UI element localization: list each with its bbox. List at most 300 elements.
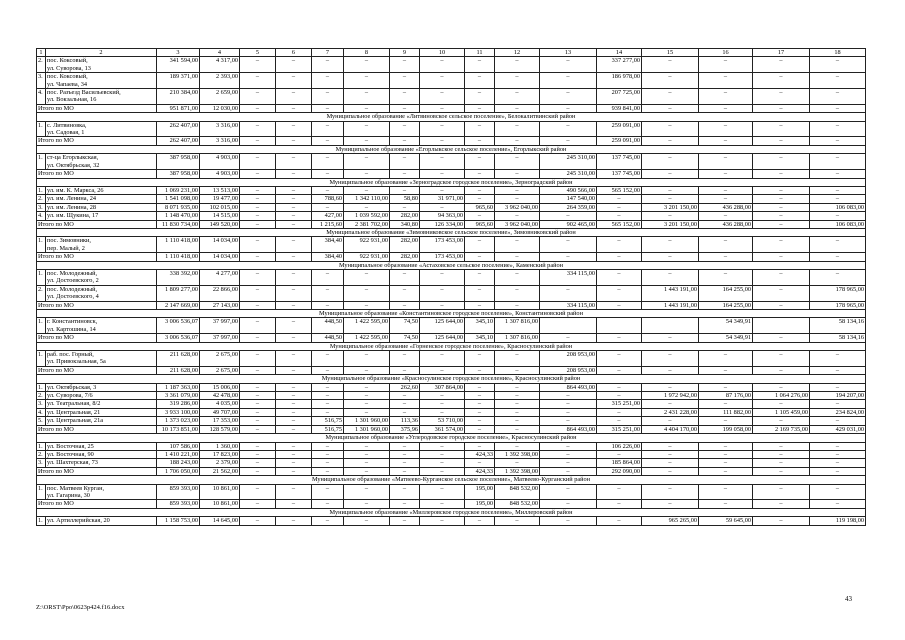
cell: – (276, 400, 312, 408)
cell: – (240, 459, 276, 467)
address-cell: пос. Молодежный, ул. Достоевского, 2 (46, 269, 157, 285)
cell: 1 039 592,00 (344, 212, 390, 220)
cell: – (240, 89, 276, 105)
cell: – (240, 301, 276, 309)
cell: – (642, 366, 699, 374)
cell: 106 083,00 (810, 203, 866, 211)
cell: – (699, 442, 753, 450)
cell: – (495, 104, 540, 112)
cell: 10 861,00 (200, 484, 240, 500)
cell: – (495, 212, 540, 220)
cell: 1 422 595,00 (344, 334, 390, 342)
cell: 2 169 735,00 (753, 425, 810, 433)
total-row (37, 170, 866, 178)
cell: – (276, 170, 312, 178)
cell: – (753, 366, 810, 374)
cell: – (390, 408, 420, 416)
cell: – (540, 121, 597, 137)
cell: – (495, 253, 540, 261)
cell: – (312, 137, 344, 145)
cell (540, 318, 597, 334)
cell: 173 453,00 (420, 237, 465, 253)
cell: – (276, 442, 312, 450)
cell: – (495, 73, 540, 89)
cell: – (699, 450, 753, 458)
header-cell: 8 (344, 49, 390, 57)
header-cell: 7 (312, 49, 344, 57)
cell: 516,75 (312, 417, 344, 425)
section-title-row (37, 310, 866, 318)
table-row (37, 186, 866, 194)
address-cell: пос. Молодежный, ул. Достоевского, 4 (46, 285, 157, 301)
cell: 922 931,00 (344, 237, 390, 253)
cell: – (753, 186, 810, 194)
cell: 147 540,00 (540, 195, 597, 203)
cell: – (276, 186, 312, 194)
cell: 490 566,00 (540, 186, 597, 194)
cell: – (344, 500, 390, 508)
table-row (37, 57, 866, 73)
row-number: 3. (37, 400, 46, 408)
cell: 19 477,00 (200, 195, 240, 203)
row-number: 1. (37, 351, 46, 367)
cell: – (390, 203, 420, 211)
cell: – (597, 517, 642, 525)
cell: – (495, 383, 540, 391)
cell: – (465, 351, 495, 367)
row-number: 4. (37, 89, 46, 105)
cell: – (699, 417, 753, 425)
cell: – (753, 154, 810, 170)
cell: 137 745,00 (597, 170, 642, 178)
cell: – (597, 285, 642, 301)
cell: 2 675,00 (200, 351, 240, 367)
cell: – (312, 170, 344, 178)
section-title-row (37, 178, 866, 186)
cell: – (495, 269, 540, 285)
address-cell: ул. Суворова, 7/6 (46, 392, 157, 400)
cell: 1 301 960,00 (344, 417, 390, 425)
cell: 31 971,00 (420, 195, 465, 203)
cell: – (344, 450, 390, 458)
cell: – (597, 351, 642, 367)
cell: – (495, 408, 540, 416)
total-label: Итого по МО (37, 467, 157, 475)
cell: 17 353,00 (200, 417, 240, 425)
address-cell: пос. Коксовый, ул. Чапаева, 34 (46, 73, 157, 89)
cell: 1 443 191,00 (642, 301, 699, 309)
cell: – (344, 366, 390, 374)
cell: – (465, 383, 495, 391)
cell: 1 541 098,00 (157, 195, 200, 203)
cell: – (420, 137, 465, 145)
table-row (37, 400, 866, 408)
cell: 185 864,00 (597, 459, 642, 467)
cell: – (642, 186, 699, 194)
cell: 565 152,00 (597, 220, 642, 228)
cell: – (753, 517, 810, 525)
cell: – (420, 301, 465, 309)
cell: – (420, 73, 465, 89)
cell: – (465, 417, 495, 425)
cell: – (344, 392, 390, 400)
cell: 14 034,00 (200, 253, 240, 261)
cell: – (390, 269, 420, 285)
cell: – (597, 301, 642, 309)
section-title: Муниципальное образование «Константиновское городское поселение», Константиновский район (37, 310, 866, 318)
cell: – (810, 467, 866, 475)
cell: – (390, 459, 420, 467)
address-cell: с. Литвиновка, ул. Садовая, 1 (46, 121, 157, 137)
cell: – (465, 253, 495, 261)
cell: – (240, 104, 276, 112)
cell: – (420, 57, 465, 73)
cell: – (276, 195, 312, 203)
cell: – (699, 73, 753, 89)
address-cell: ул. им. К. Маркса, 26 (46, 186, 157, 194)
section-title-row (37, 228, 866, 236)
cell: 15 006,00 (200, 383, 240, 391)
cell: 345,10 (465, 318, 495, 334)
table-row (37, 442, 866, 450)
cell: – (344, 89, 390, 105)
cell: 1 187 363,00 (157, 383, 200, 391)
cell: – (465, 212, 495, 220)
header-cell: 13 (540, 49, 597, 57)
cell: – (642, 57, 699, 73)
total-row (37, 301, 866, 309)
cell: – (240, 442, 276, 450)
cell: 3 316,00 (200, 121, 240, 137)
cell: 864 493,00 (540, 425, 597, 433)
cell: – (753, 137, 810, 145)
table-row (37, 89, 866, 105)
cell: 1 706 050,00 (157, 467, 200, 475)
cell: – (276, 318, 312, 334)
cell: – (240, 195, 276, 203)
cell: – (276, 121, 312, 137)
cell: 2 393,00 (200, 73, 240, 89)
row-number: 1. (37, 442, 46, 450)
cell: – (642, 121, 699, 137)
section-title-row (37, 476, 866, 484)
cell: 58,80 (390, 195, 420, 203)
address-cell: ул. Октябрьская, 3 (46, 383, 157, 391)
address-cell: ст-ца Егорлыкская, ул. Октябрьская, 32 (46, 154, 157, 170)
header-cell: 5 (240, 49, 276, 57)
cell: – (699, 253, 753, 261)
cell: – (540, 57, 597, 73)
cell: – (465, 104, 495, 112)
cell: 848 532,00 (495, 484, 540, 500)
cell: – (810, 351, 866, 367)
cell (597, 318, 642, 334)
cell: 37 997,00 (200, 334, 240, 342)
cell: 106 226,00 (597, 442, 642, 450)
total-label: Итого по МО (37, 366, 157, 374)
total-row (37, 220, 866, 228)
cell: – (276, 408, 312, 416)
row-number: 2. (37, 57, 46, 73)
cell: 292 090,00 (597, 467, 642, 475)
cell: 427,00 (312, 212, 344, 220)
cell: 951 871,00 (157, 104, 200, 112)
table-row (37, 351, 866, 367)
cell: 22 866,00 (200, 285, 240, 301)
cell: 4 404 170,00 (642, 425, 699, 433)
cell: – (597, 500, 642, 508)
cell: – (810, 269, 866, 285)
cell: – (312, 408, 344, 416)
cell: 338 392,00 (157, 269, 200, 285)
cell: 429 031,00 (810, 425, 866, 433)
cell: – (540, 400, 597, 408)
cell: – (597, 484, 642, 500)
cell: 282,00 (390, 237, 420, 253)
cell: – (699, 137, 753, 145)
cell: – (420, 517, 465, 525)
header-cell: 10 (420, 49, 465, 57)
address-cell: пос. Зимовники, пер. Малый, 2 (46, 237, 157, 253)
cell: – (465, 366, 495, 374)
cell: – (390, 89, 420, 105)
cell: – (312, 203, 344, 211)
cell: – (465, 285, 495, 301)
total-row (37, 467, 866, 475)
cell: – (642, 467, 699, 475)
cell: – (699, 467, 753, 475)
cell: – (465, 392, 495, 400)
cell: 1 422 595,00 (344, 318, 390, 334)
cell: – (420, 408, 465, 416)
cell: – (597, 408, 642, 416)
row-number: 1. (37, 318, 46, 334)
cell: – (699, 269, 753, 285)
cell: – (465, 73, 495, 89)
header-cell: 16 (699, 49, 753, 57)
section-title: Муниципальное образование «Астаховское сельское поселение», Каменский район (37, 261, 866, 269)
row-number: 1. (37, 517, 46, 525)
cell: 965,60 (465, 203, 495, 211)
cell: – (699, 500, 753, 508)
cell: – (540, 285, 597, 301)
address-cell: ул. Театральная, 8/2 (46, 400, 157, 408)
cell: – (240, 237, 276, 253)
cell: 14 034,00 (200, 237, 240, 253)
cell: – (810, 253, 866, 261)
row-number: 2. (37, 450, 46, 458)
cell: 319 286,00 (157, 400, 200, 408)
table-row (37, 459, 866, 467)
cell: 1 373 023,00 (157, 417, 200, 425)
cell: – (642, 104, 699, 112)
cell: – (540, 450, 597, 458)
cell: – (420, 186, 465, 194)
cell: 859 393,00 (157, 500, 200, 508)
cell: – (465, 269, 495, 285)
cell: – (540, 73, 597, 89)
row-number: 1. (37, 484, 46, 500)
cell: 74,50 (390, 318, 420, 334)
cell: – (699, 351, 753, 367)
cell: – (699, 170, 753, 178)
cell: – (642, 212, 699, 220)
table-row (37, 269, 866, 285)
cell: 340,80 (390, 220, 420, 228)
section-title: Муниципальное образование «Зимовниковское сельское поселение», Зимовниковский район (37, 228, 866, 236)
total-row (37, 334, 866, 342)
cell: – (344, 104, 390, 112)
cell: – (390, 170, 420, 178)
cell: – (540, 459, 597, 467)
cell: 436 288,00 (699, 220, 753, 228)
cell: – (312, 450, 344, 458)
cell: – (312, 285, 344, 301)
cell: 53 710,00 (420, 417, 465, 425)
file-path-footer: Z:\ORST\Ppo\0623p424.f16.docx (36, 604, 125, 611)
cell: 3 006 536,07 (157, 318, 200, 334)
cell: 345,10 (465, 334, 495, 342)
cell: – (276, 517, 312, 525)
cell: – (344, 400, 390, 408)
total-label: Итого по МО (37, 137, 157, 145)
cell: – (465, 121, 495, 137)
address-cell: ул. им. Щукина, 17 (46, 212, 157, 220)
cell: 337 277,00 (597, 57, 642, 73)
total-label: Итого по МО (37, 301, 157, 309)
table-row (37, 450, 866, 458)
cell: – (240, 203, 276, 211)
header-cell: 4 (200, 49, 240, 57)
cell: 1 443 191,00 (642, 285, 699, 301)
cell: – (390, 186, 420, 194)
cell: – (699, 459, 753, 467)
cell: – (699, 89, 753, 105)
cell: – (495, 400, 540, 408)
cell: – (753, 253, 810, 261)
cell: 21 562,00 (200, 467, 240, 475)
cell: – (810, 237, 866, 253)
cell: – (344, 57, 390, 73)
cell: – (312, 459, 344, 467)
cell: – (642, 237, 699, 253)
cell: – (597, 269, 642, 285)
cell: – (240, 253, 276, 261)
row-number: 3. (37, 203, 46, 211)
cell: – (495, 195, 540, 203)
cell: – (390, 484, 420, 500)
cell: – (699, 121, 753, 137)
cell: – (540, 237, 597, 253)
cell: – (420, 121, 465, 137)
section-title: Муниципальное образование «Миллеровское городское поселение», Миллеровский район (37, 508, 866, 516)
cell: 245 310,00 (540, 154, 597, 170)
cell: 965 265,00 (642, 517, 699, 525)
cell: 859 393,00 (157, 484, 200, 500)
cell: – (810, 366, 866, 374)
cell: 1 410 221,00 (157, 450, 200, 458)
header-row (37, 49, 866, 57)
cell: – (240, 334, 276, 342)
cell: 384,40 (312, 253, 344, 261)
table-row (37, 517, 866, 525)
cell: – (495, 351, 540, 367)
total-label: Итого по МО (37, 425, 157, 433)
cell: – (642, 400, 699, 408)
address-cell: ул. Артиллерийская, 20 (46, 517, 157, 525)
cell: 54 349,91 (699, 318, 753, 334)
cell: 106 083,00 (810, 220, 866, 228)
cell: – (312, 467, 344, 475)
cell: – (810, 212, 866, 220)
cell: 125 644,00 (420, 318, 465, 334)
cell: 74,50 (390, 334, 420, 342)
cell: – (642, 459, 699, 467)
cell: 14 645,00 (200, 517, 240, 525)
cell: 375,96 (390, 425, 420, 433)
cell: – (390, 392, 420, 400)
cell: – (465, 517, 495, 525)
section-title-row (37, 508, 866, 516)
address-cell: пос. Матвеев Курган, ул. Гагарина, 30 (46, 484, 157, 500)
cell: – (420, 467, 465, 475)
cell: 2 147 669,00 (157, 301, 200, 309)
cell: – (540, 392, 597, 400)
address-cell: ул. Шахтерская, 73 (46, 459, 157, 467)
cell: – (312, 392, 344, 400)
cell: – (276, 383, 312, 391)
cell: 27 143,00 (200, 301, 240, 309)
cell: – (495, 186, 540, 194)
row-number: 3. (37, 459, 46, 467)
cell: – (495, 237, 540, 253)
address-cell: ул. Центральная, 21 (46, 408, 157, 416)
cell: – (753, 383, 810, 391)
cell: – (465, 459, 495, 467)
table-row (37, 73, 866, 89)
cell: – (495, 57, 540, 73)
cell: 178 965,00 (810, 301, 866, 309)
cell: – (344, 351, 390, 367)
cell: 1 110 418,00 (157, 253, 200, 261)
section-title-row (37, 434, 866, 442)
cell: – (540, 500, 597, 508)
cell: – (312, 484, 344, 500)
cell: – (699, 383, 753, 391)
cell: – (753, 442, 810, 450)
cell: – (390, 400, 420, 408)
cell: – (699, 237, 753, 253)
cell: – (344, 285, 390, 301)
cell: – (276, 467, 312, 475)
cell: – (276, 137, 312, 145)
section-title-row (37, 113, 866, 121)
cell: – (465, 154, 495, 170)
cell: – (240, 318, 276, 334)
header-cell: 3 (157, 49, 200, 57)
cell: – (699, 104, 753, 112)
cell: 922 931,00 (344, 253, 390, 261)
cell: – (312, 269, 344, 285)
cell: – (240, 186, 276, 194)
cell: – (420, 154, 465, 170)
cell: – (540, 417, 597, 425)
cell: – (390, 121, 420, 137)
section-title-row (37, 342, 866, 350)
address-cell: г. Константиновск, ул. Картошина, 14 (46, 318, 157, 334)
header-cell: 15 (642, 49, 699, 57)
cell: 3 006 536,07 (157, 334, 200, 342)
